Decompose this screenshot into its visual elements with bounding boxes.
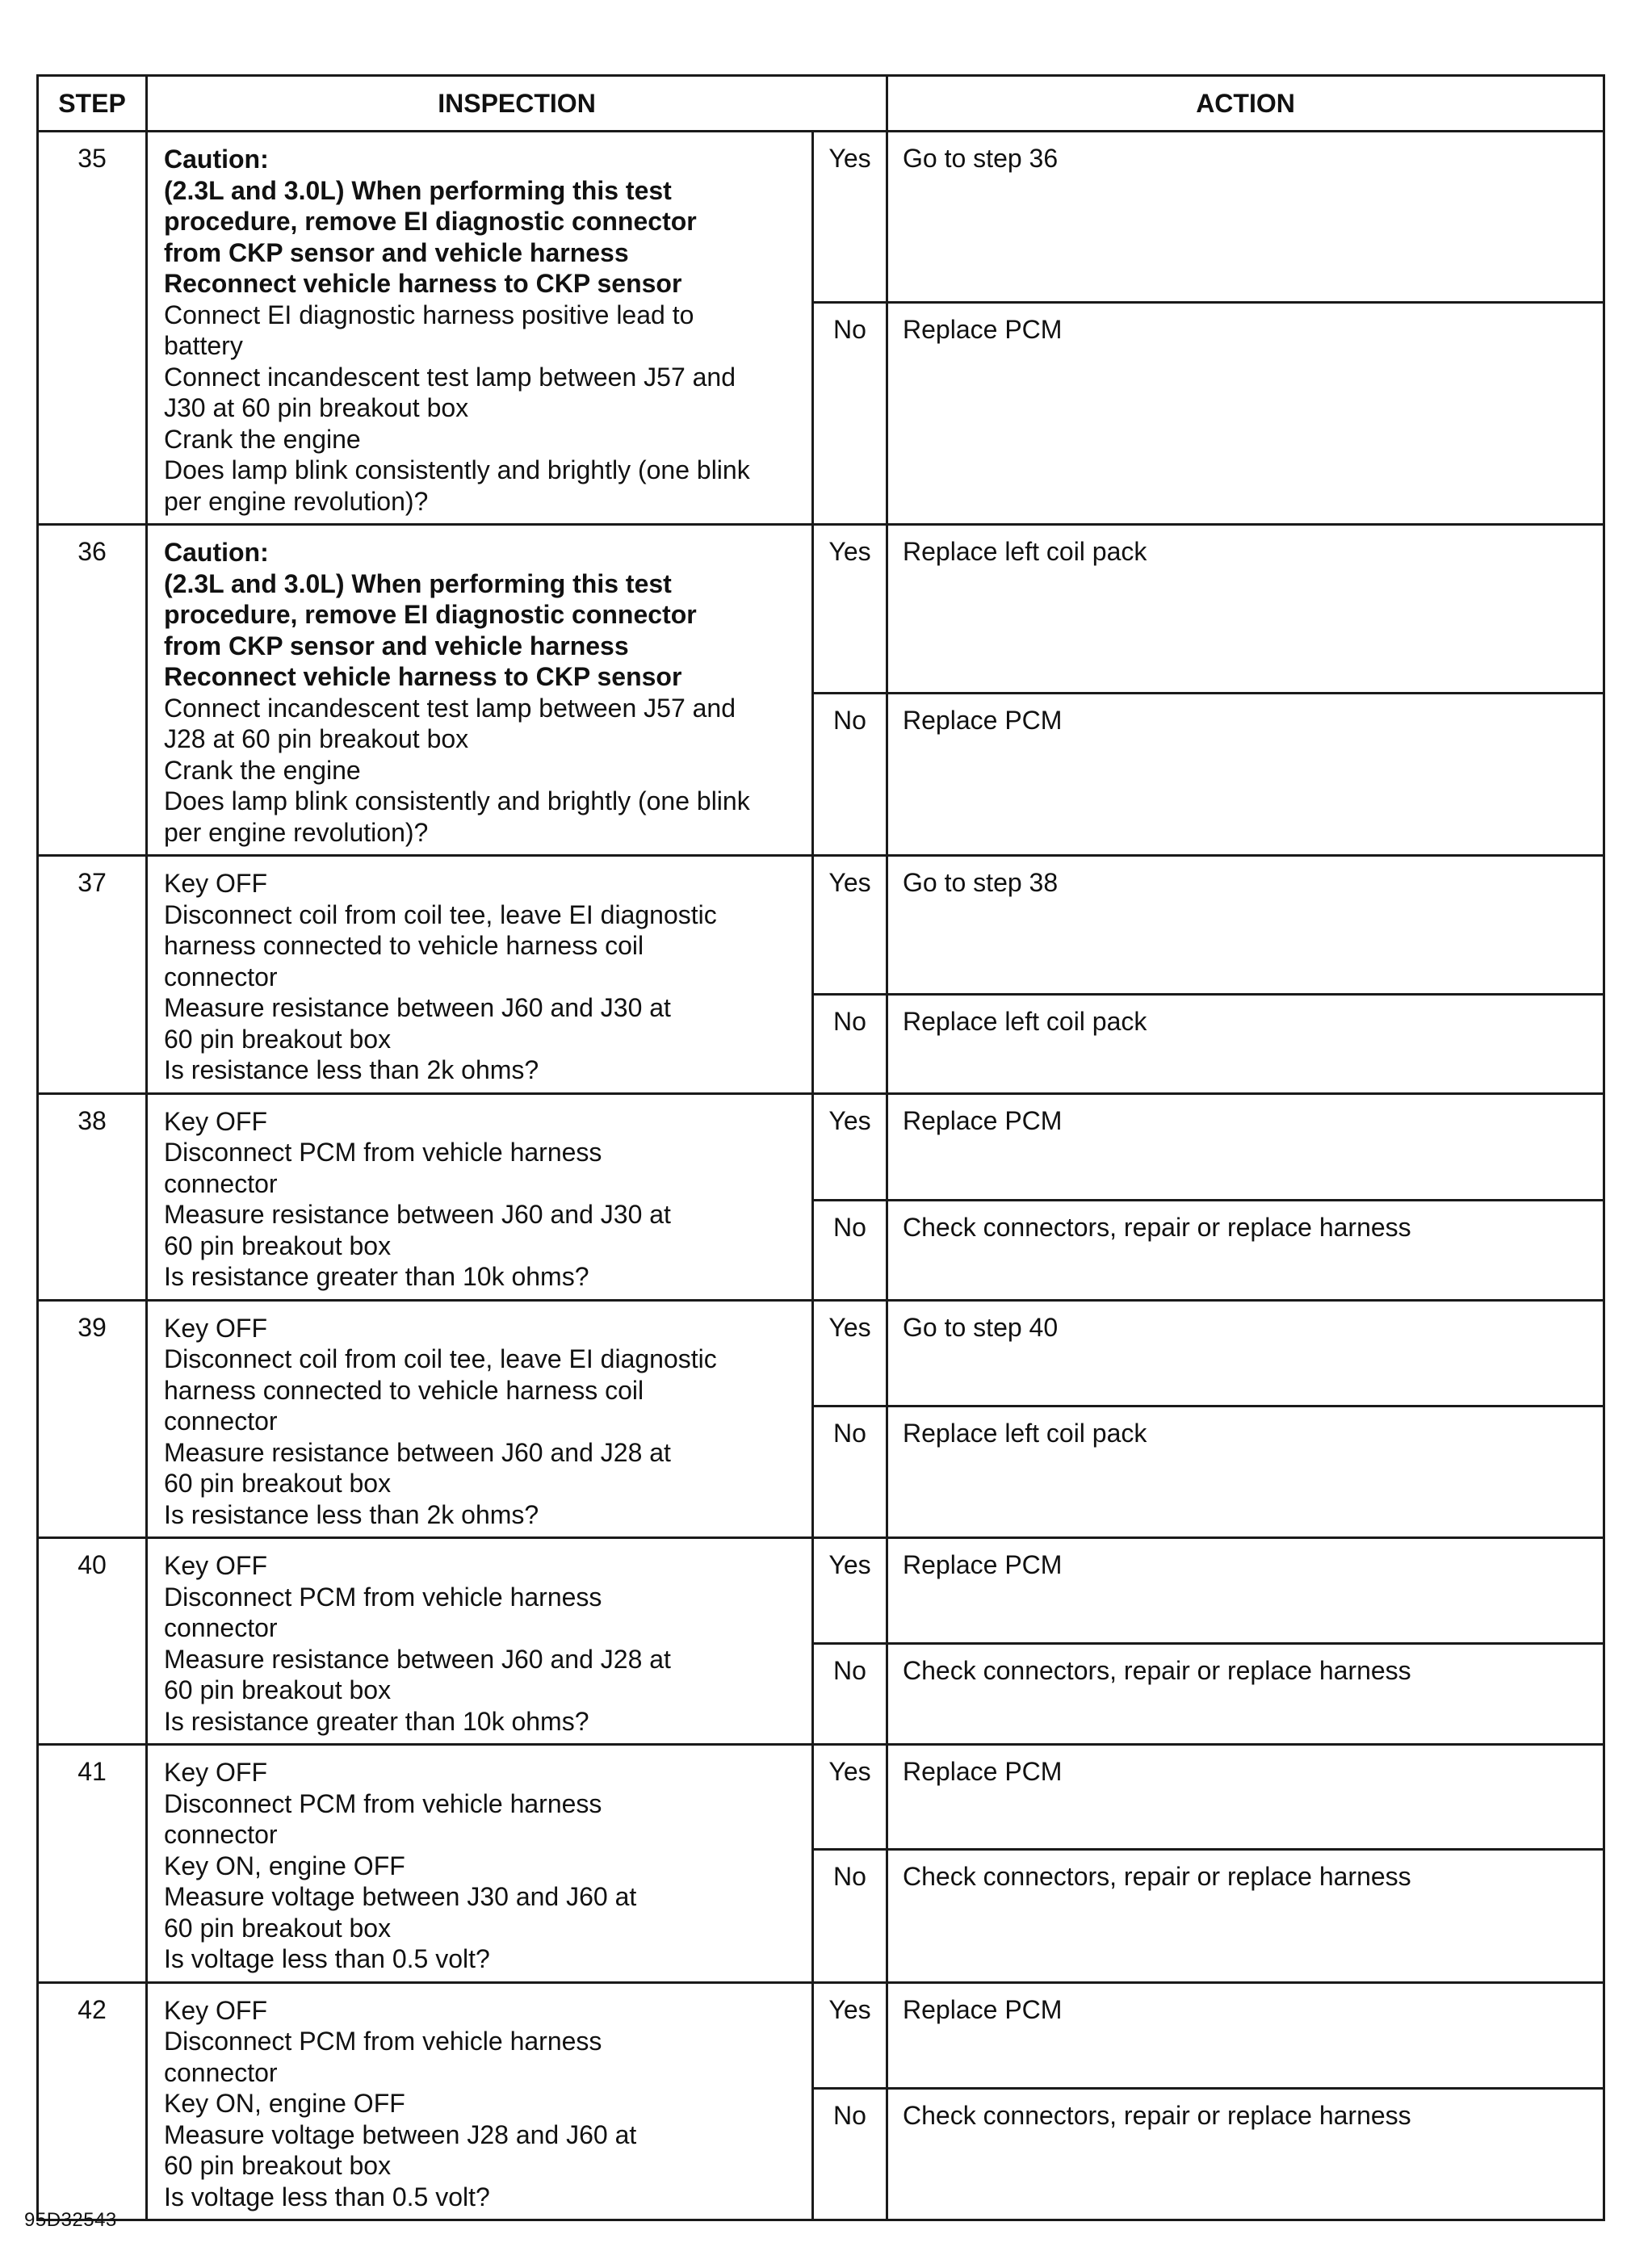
inspection-line: Connect incandescent test lamp between J57 and bbox=[164, 693, 736, 723]
inspection-line: 60 pin breakout box bbox=[164, 1675, 392, 1704]
inspection-line: connector bbox=[164, 962, 278, 991]
step-number: 42 bbox=[38, 1982, 147, 2220]
table-row bbox=[38, 1982, 1604, 2088]
yes-action: Replace PCM bbox=[887, 1538, 1604, 1644]
inspection-line: Measure voltage between J30 and J60 at bbox=[164, 1882, 637, 1911]
no-label: No bbox=[813, 1849, 887, 1982]
inspection-line: per engine revolution)? bbox=[164, 486, 429, 516]
table-row bbox=[38, 132, 1604, 303]
inspection-line: J28 at 60 pin breakout box bbox=[164, 724, 469, 753]
inspection-line: harness connected to vehicle harness coil bbox=[164, 1375, 644, 1405]
inspection-line: 60 pin breakout box bbox=[164, 1230, 392, 1260]
step-number: 36 bbox=[38, 525, 147, 856]
inspection-line: Crank the engine bbox=[164, 755, 361, 785]
inspection-text bbox=[147, 856, 813, 1094]
table-row bbox=[38, 856, 1604, 995]
yes-label: Yes bbox=[813, 1093, 887, 1200]
step-number: 39 bbox=[38, 1300, 147, 1538]
inspection-text bbox=[147, 132, 813, 525]
header-step: STEP bbox=[38, 76, 147, 132]
caution-line: Caution: bbox=[164, 145, 269, 174]
table-row bbox=[38, 1300, 1604, 1406]
yes-action: Go to step 40 bbox=[887, 1300, 1604, 1406]
yes-action: Replace PCM bbox=[887, 1982, 1604, 2088]
inspection-line: Measure resistance between J60 and J30 at bbox=[164, 993, 671, 1022]
yes-label: Yes bbox=[813, 1982, 887, 2088]
inspection-line: Disconnect PCM from vehicle harness bbox=[164, 1582, 602, 1612]
table-body bbox=[38, 132, 1604, 2220]
inspection-line: Connect EI diagnostic harness positive lead to bbox=[164, 300, 694, 329]
caution-line: from CKP sensor and vehicle harness bbox=[164, 631, 629, 660]
inspection-text bbox=[147, 1745, 813, 1983]
table-row bbox=[38, 1093, 1604, 1200]
inspection-line: connector bbox=[164, 1406, 278, 1436]
caution-line: procedure, remove EI diagnostic connector bbox=[164, 600, 697, 629]
figure-code: 95D32543 bbox=[24, 2209, 117, 2231]
inspection-line: 60 pin breakout box bbox=[164, 1469, 392, 1498]
inspection-line: Does lamp blink consistently and brightly (one blink bbox=[164, 786, 750, 815]
inspection-line: Key OFF bbox=[164, 1551, 268, 1580]
yes-label: Yes bbox=[813, 1300, 887, 1406]
inspection-line: Key OFF bbox=[164, 1106, 268, 1136]
inspection-line: Key ON, engine OFF bbox=[164, 1851, 405, 1880]
inspection-text bbox=[147, 1982, 813, 2220]
caution-line: Reconnect vehicle harness to CKP sensor bbox=[164, 269, 682, 298]
inspection-text bbox=[147, 525, 813, 856]
table-row bbox=[38, 1538, 1604, 1644]
yes-label: Yes bbox=[813, 1538, 887, 1644]
inspection-line: J30 at 60 pin breakout box bbox=[164, 393, 469, 422]
header-action: ACTION bbox=[887, 76, 1604, 132]
yes-action: Go to step 36 bbox=[887, 132, 1604, 303]
step-number: 35 bbox=[38, 132, 147, 525]
yes-action: Go to step 38 bbox=[887, 856, 1604, 995]
no-label: No bbox=[813, 2088, 887, 2220]
inspection-line: battery bbox=[164, 331, 243, 360]
inspection-line: Disconnect coil from coil tee, leave EI diagnostic bbox=[164, 899, 717, 929]
inspection-line: per engine revolution)? bbox=[164, 817, 429, 847]
inspection-line: connector bbox=[164, 1613, 278, 1642]
inspection-line: Key OFF bbox=[164, 1758, 268, 1787]
no-action: Replace left coil pack bbox=[887, 1406, 1604, 1538]
inspection-line: connector bbox=[164, 2057, 278, 2087]
table-row bbox=[38, 525, 1604, 694]
caution-line: (2.3L and 3.0L) When performing this test bbox=[164, 175, 672, 205]
no-action: Replace PCM bbox=[887, 303, 1604, 525]
diagnostic-table bbox=[36, 74, 1605, 2221]
inspection-line: Is resistance less than 2k ohms? bbox=[164, 1055, 539, 1084]
header-inspection: INSPECTION bbox=[147, 76, 887, 132]
inspection-line: Disconnect PCM from vehicle harness bbox=[164, 1788, 602, 1818]
inspection-line: Measure resistance between J60 and J28 at bbox=[164, 1644, 671, 1674]
caution-line: Reconnect vehicle harness to CKP sensor bbox=[164, 662, 682, 691]
yes-action: Replace PCM bbox=[887, 1745, 1604, 1850]
inspection-line: Is voltage less than 0.5 volt? bbox=[164, 1944, 490, 1973]
no-action: Replace PCM bbox=[887, 694, 1604, 856]
inspection-line: Is resistance greater than 10k ohms? bbox=[164, 1706, 589, 1736]
inspection-line: Measure voltage between J28 and J60 at bbox=[164, 2119, 637, 2149]
inspection-line: Measure resistance between J60 and J28 at bbox=[164, 1437, 671, 1467]
no-action: Check connectors, repair or replace harness bbox=[887, 1849, 1604, 1982]
step-number: 41 bbox=[38, 1745, 147, 1983]
inspection-line: Crank the engine bbox=[164, 424, 361, 454]
inspection-line: Key OFF bbox=[164, 869, 268, 898]
yes-label: Yes bbox=[813, 856, 887, 995]
inspection-line: 60 pin breakout box bbox=[164, 1024, 392, 1054]
inspection-line: Is voltage less than 0.5 volt? bbox=[164, 2182, 490, 2211]
inspection-line: Disconnect PCM from vehicle harness bbox=[164, 1138, 602, 1167]
caution-line: Caution: bbox=[164, 538, 269, 567]
inspection-line: Connect incandescent test lamp between J57 and bbox=[164, 362, 736, 392]
inspection-line: Does lamp blink consistently and brightly (one blink bbox=[164, 455, 750, 484]
inspection-line: Disconnect coil from coil tee, leave EI diagnostic bbox=[164, 1344, 717, 1373]
no-label: No bbox=[813, 694, 887, 856]
no-label: No bbox=[813, 303, 887, 525]
no-action: Check connectors, repair or replace harness bbox=[887, 1200, 1604, 1300]
no-label: No bbox=[813, 995, 887, 1093]
no-label: No bbox=[813, 1200, 887, 1300]
step-number: 37 bbox=[38, 856, 147, 1094]
inspection-line: connector bbox=[164, 1168, 278, 1198]
step-number: 40 bbox=[38, 1538, 147, 1745]
caution-line: (2.3L and 3.0L) When performing this test bbox=[164, 568, 672, 598]
step-number: 38 bbox=[38, 1093, 147, 1300]
no-label: No bbox=[813, 1406, 887, 1538]
table-header-row bbox=[38, 76, 1604, 132]
no-action: Check connectors, repair or replace harness bbox=[887, 1644, 1604, 1745]
inspection-line: 60 pin breakout box bbox=[164, 1913, 392, 1943]
diagnostic-sheet bbox=[36, 74, 1603, 2221]
inspection-line: Key OFF bbox=[164, 1313, 268, 1343]
caution-line: procedure, remove EI diagnostic connector bbox=[164, 207, 697, 236]
inspection-text bbox=[147, 1538, 813, 1745]
inspection-line: Measure resistance between J60 and J30 at bbox=[164, 1200, 671, 1229]
table-row bbox=[38, 1745, 1604, 1850]
inspection-line: Is resistance less than 2k ohms? bbox=[164, 1499, 539, 1529]
yes-label: Yes bbox=[813, 1745, 887, 1850]
inspection-line: Is resistance greater than 10k ohms? bbox=[164, 1262, 589, 1291]
yes-label: Yes bbox=[813, 525, 887, 694]
inspection-text bbox=[147, 1093, 813, 1300]
no-action: Replace left coil pack bbox=[887, 995, 1604, 1093]
yes-label: Yes bbox=[813, 132, 887, 303]
caution-line: from CKP sensor and vehicle harness bbox=[164, 237, 629, 267]
inspection-line: connector bbox=[164, 1820, 278, 1849]
inspection-line: 60 pin breakout box bbox=[164, 2151, 392, 2180]
yes-action: Replace PCM bbox=[887, 1093, 1604, 1200]
inspection-line: Disconnect PCM from vehicle harness bbox=[164, 2027, 602, 2056]
inspection-line: harness connected to vehicle harness coil bbox=[164, 931, 644, 960]
inspection-text bbox=[147, 1300, 813, 1538]
no-action: Check connectors, repair or replace harness bbox=[887, 2088, 1604, 2220]
inspection-line: Key OFF bbox=[164, 1995, 268, 2025]
no-label: No bbox=[813, 1644, 887, 1745]
inspection-line: Key ON, engine OFF bbox=[164, 2089, 405, 2118]
yes-action: Replace left coil pack bbox=[887, 525, 1604, 694]
